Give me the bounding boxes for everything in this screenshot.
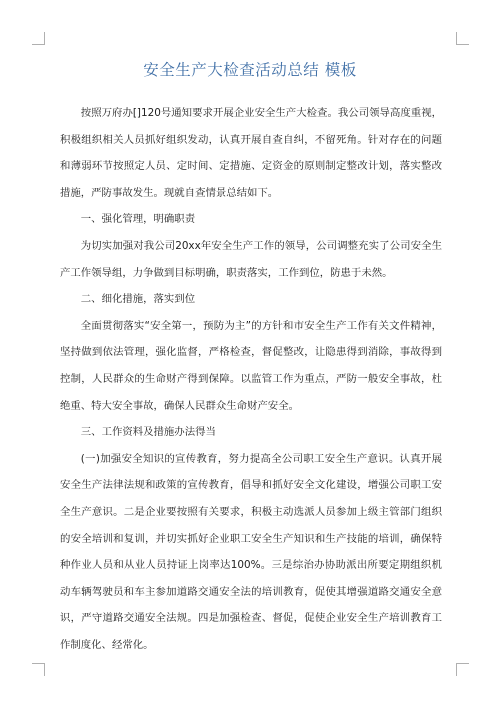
section-heading-2: 二、细化措施，落实到位 <box>80 293 196 306</box>
section-paragraph-2: 全面贯彻落实“安全第一，预防为主”的方针和市安全生产工作有关文件精神，坚持做到依法管理，强化监督，严格检查，督促整改，让隐患得到消除，事故得到控制，人民群众的生命财产得到保障。以监管工作为重点，严防一般安全事故，杜绝重、特大安全事故，确保人民群众生命财产安全。 <box>60 319 442 412</box>
section-heading-3: 三、工作资料及措施办法得当 <box>80 426 216 439</box>
intro-paragraph: 按照万府办[]120号通知要求开展企业安全生产大检查。我公司领导高度重视，积极组织相关人员抓好组织发动，认真开展自查自纠，不留死角。针对存在的问题和薄弱环节按照定人员、定时间、定措施、定资金的原则制定整改计划，落实整改措施，严防事故发生。现就自查情景总结如下。 <box>60 107 442 199</box>
section-heading-1: 一、强化管理，明确职责 <box>80 213 196 226</box>
crop-mark-bottom-right <box>456 663 469 676</box>
section-paragraph-3: (一)加强安全知识的宣传教育，努力提高全公司职工安全生产意识。认真开展安全生产法律法规和政策的宣传教育，倡导和抓好安全文化建设，增强公司职工安全生产意识。二是企业要按照有关要求，积极主动选派人员参加上级主管部门组织的安全培训和复训，并切实抓好企业职工安全生产知识和生产技能的培训，确保特种作业人员和从业人员持证上岗率达100%。三是综治办协助派出所要定期组织机动车辆驾驶员和车主参加道路交通安全法的培训教育，促使其增强道路交通安全意识，严守道路交通安全法规。四是加强检查、督促，促使企业安全生产培训教育工作制度化、经常化。 <box>60 452 442 651</box>
document-title: 安全生产大检查活动总结 模板 <box>143 61 357 79</box>
section-paragraph-1: 为切实加强对我公司20xx年安全生产工作的领导，公司调整充实了公司安全生产工作领导组，力争做到目标明确，职责落实，工作到位，防患于未然。 <box>60 239 442 279</box>
document-body <box>60 100 442 658</box>
crop-mark-top-left <box>32 32 45 45</box>
crop-mark-bottom-left <box>32 663 45 676</box>
crop-mark-top-right <box>456 32 469 45</box>
